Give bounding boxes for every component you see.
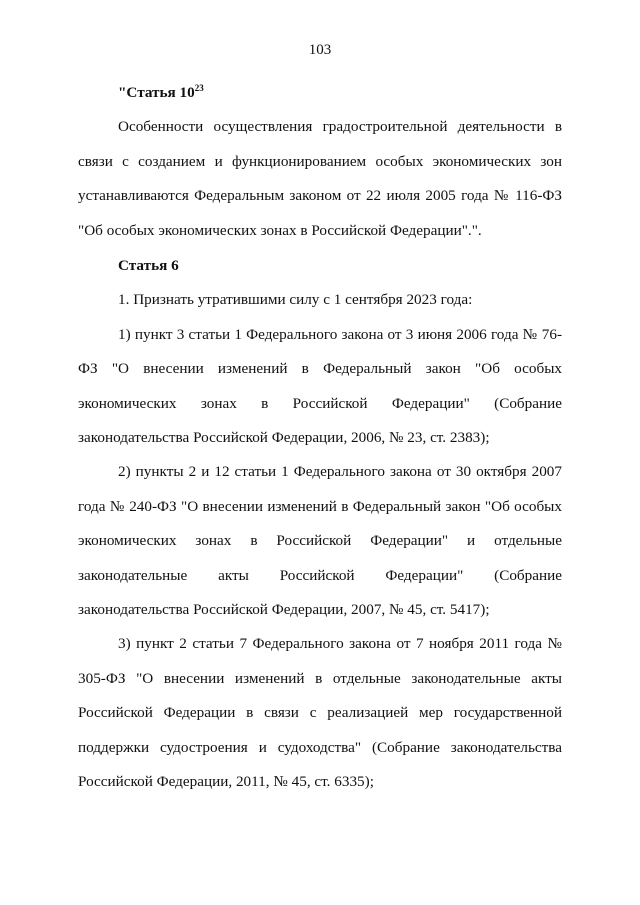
- article-10-23-heading: [78, 76, 562, 110]
- article-6-paragraph-1: 1. Признать утратившими силу с 1 сентября 2023 года:: [118, 291, 473, 309]
- article-6-heading: Статья 6: [118, 257, 179, 274]
- article-6-paragraph-2: 1) пункт 3 статьи 1 Федерального закона от 3 июня 2006 года № 76-ФЗ "О внесении изменений в Федеральный закон "Об особых экономических зонах в Российской Федерации" (Собрание законодательства Российской Федерации, 2006, № 23, ст. 2383);: [78, 325, 562, 447]
- article-6-paragraph-4: 3) пункт 2 статьи 7 Федерального закона от 7 ноября 2011 года № 305-ФЗ "О внесении изменений в отдельные законодательные акты Российской Федерации в связи с реализацией мер государственной поддержки судостроения и судоходства" (Собрание законодательства Российской Федерации, 2011, № 45, ст. 6335);: [78, 635, 562, 791]
- article-6-paragraph-3: 2) пункты 2 и 12 статьи 1 Федерального закона от 30 октября 2007 года № 240-ФЗ "О внесении изменений в Федеральный закон "Об особых экономических зонах в Российской Федерации" и отдельные законодательные акты Российской Федерации" (Собрание законодательства Российской Федерации, 2007, № 45, ст. 5417);: [78, 463, 562, 619]
- article-10-23-paragraph: Особенности осуществления градостроительной деятельности в связи с созданием и функционированием особых экономических зон устанавливаются Федеральным законом от 22 июля 2005 года № 116-ФЗ "Об особых экономических зонах в Российской Федерации".".: [78, 118, 562, 239]
- article-6: [78, 249, 562, 800]
- page-number: 103: [308, 42, 332, 58]
- article-10-23: [78, 76, 562, 248]
- article-10-23-heading-superscript: 23: [194, 82, 204, 93]
- article-10-23-heading-text: "Статья 10: [118, 84, 195, 101]
